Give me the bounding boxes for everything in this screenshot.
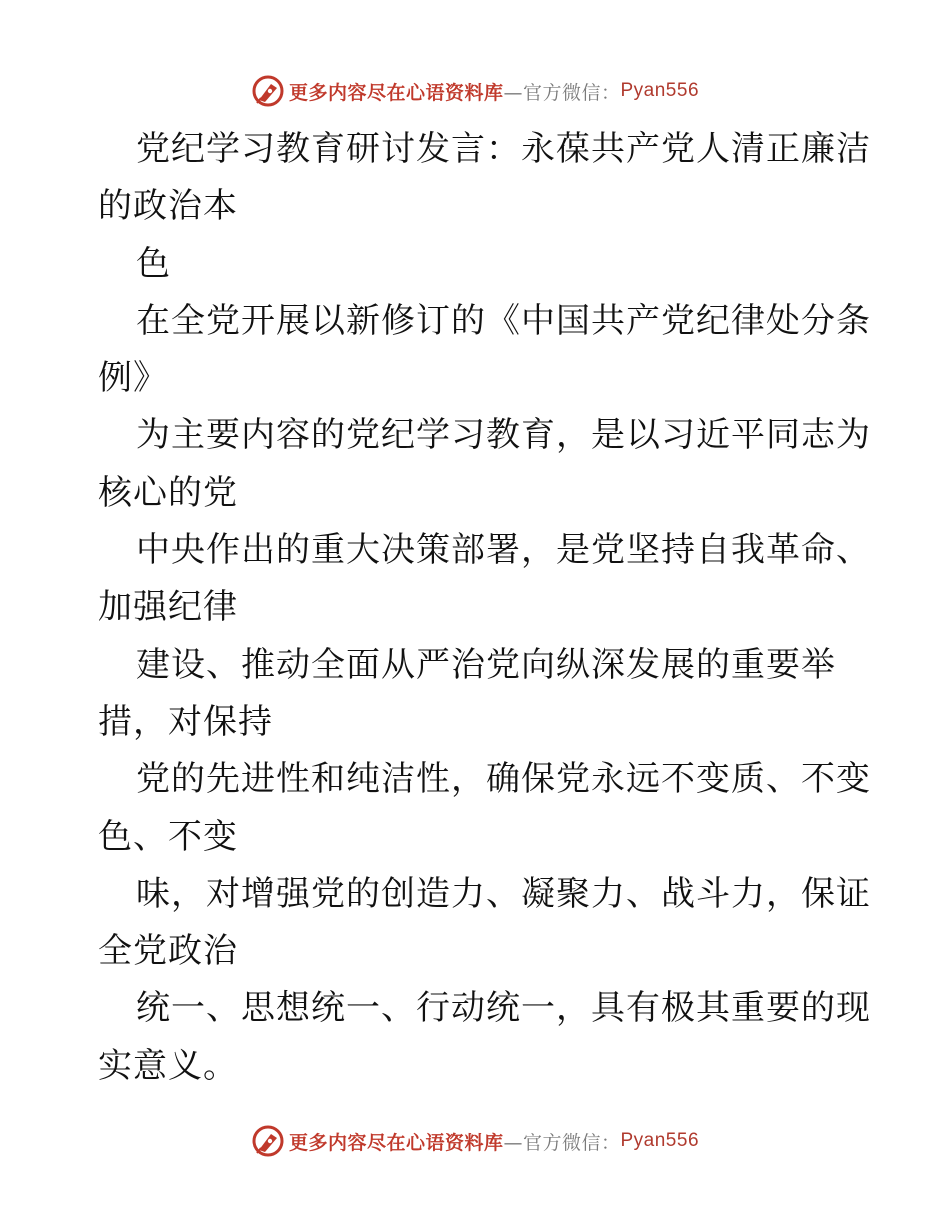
watermark-brand-text: 更多内容尽在心语资料库 <box>288 81 504 104</box>
paragraph-line: 为主要内容的党纪学习教育，是以习近平同志为 <box>136 415 871 456</box>
document-title-line-1: 党纪学习教育研讨发言：永葆共产党人清正廉洁 <box>136 129 871 169</box>
paragraph-line: 在全党开展以新修订的《中国共产党纪律处分条 <box>136 300 871 341</box>
paragraph-line: 中央作出的重大决策部署，是党坚持自我革命、 <box>136 530 871 571</box>
document-body <box>98 121 871 1095</box>
watermark-wechat-label: —官方微信： <box>503 1131 621 1154</box>
paragraph-line: 色、不变 <box>98 816 238 857</box>
watermark-wechat-id: Pyan556 <box>620 80 700 101</box>
paragraph-line: 味，对增强党的创造力、凝聚力、战斗力，保证 <box>136 873 871 914</box>
paragraph-line: 全党政治 <box>98 931 238 972</box>
paragraph-line: 建设、推动全面从严治党向纵深发展的重要举 <box>136 644 836 685</box>
footer-watermark <box>0 1121 950 1161</box>
pen-nib-logo-icon <box>251 1124 285 1158</box>
pen-nib-logo-icon <box>251 74 285 108</box>
header-watermark <box>0 71 950 111</box>
watermark-brand-text: 更多内容尽在心语资料库 <box>288 1131 504 1154</box>
document-title-line-3: 色 <box>136 243 171 284</box>
paragraph-line: 例》 <box>98 358 168 399</box>
paragraph-line: 措，对保持 <box>98 701 273 742</box>
document-title-line-2: 的政治本 <box>98 186 238 227</box>
paragraph-line: 加强纪律 <box>98 587 238 628</box>
paragraph-line: 实意义。 <box>98 1045 238 1086</box>
paragraph-line: 统一、思想统一、行动统一，具有极其重要的现 <box>136 988 871 1029</box>
paragraph-line: 核心的党 <box>98 472 238 513</box>
watermark-wechat-id: Pyan556 <box>620 1130 700 1151</box>
paragraph-line: 党的先进性和纯洁性，确保党永远不变质、不变 <box>136 759 871 800</box>
watermark-wechat-label: —官方微信： <box>503 81 621 104</box>
